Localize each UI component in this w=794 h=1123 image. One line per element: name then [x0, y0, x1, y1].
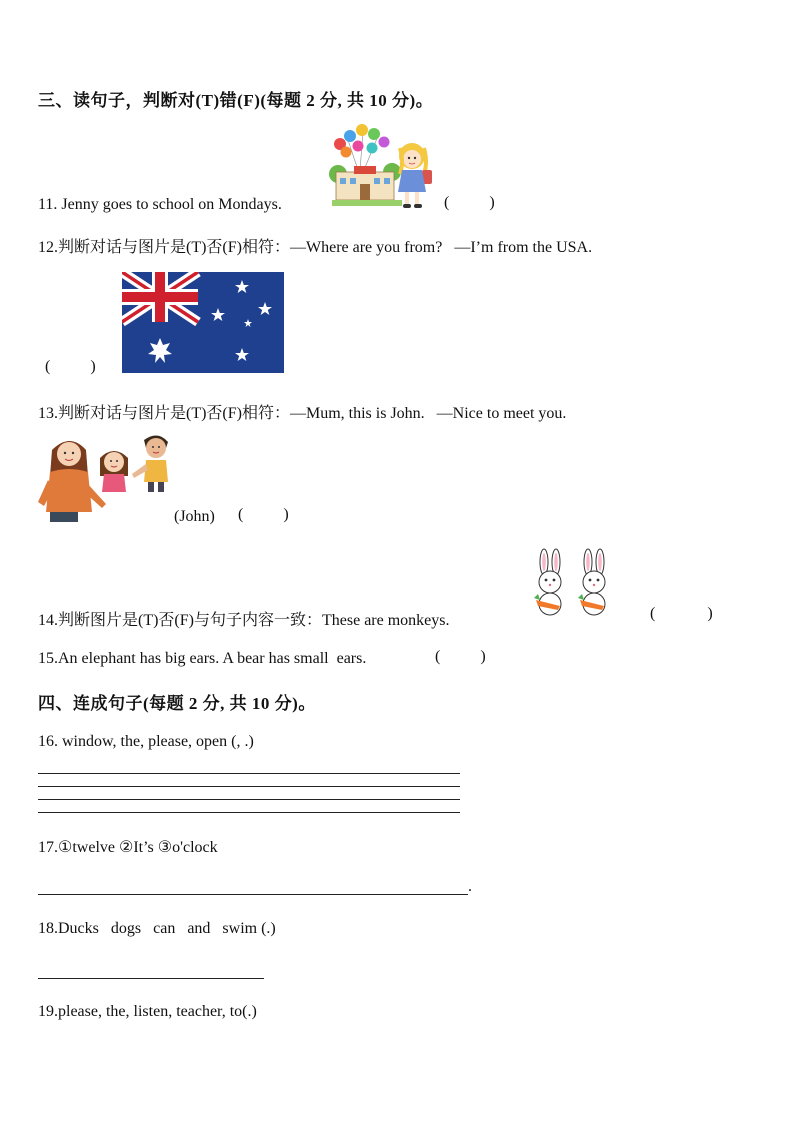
- section3-title: 三、读句子，判断对(T)错(F)(每题 2 分, 共 10 分)。: [38, 91, 434, 110]
- question-12: 12.判断对话与图片是(T)否(F)相符：—Where are you from? —I’m from the USA.: [38, 239, 593, 256]
- section4-title: 四、连成句子(每题 2 分, 共 10 分)。: [38, 694, 316, 713]
- end-period-17: .: [468, 878, 472, 895]
- question-17: 17.①twelve ②It’s ③o'clock: [38, 839, 218, 856]
- rabbits-image: [530, 548, 622, 618]
- writing-line[interactable]: [38, 812, 460, 813]
- john-label: (John): [174, 508, 215, 525]
- answer-parentheses-12[interactable]: ( ): [45, 358, 96, 375]
- answer-line-18[interactable]: [38, 978, 264, 979]
- question-13: 13.判断对话与图片是(T)否(F)相符：—Mum, this is John. —Nice to meet you.: [38, 405, 567, 422]
- writing-line[interactable]: [38, 799, 460, 800]
- family-image: [36, 432, 176, 524]
- answer-line-17[interactable]: [38, 894, 468, 895]
- question-11: 11. Jenny goes to school on Mondays.: [38, 196, 282, 213]
- answer-parentheses-15[interactable]: ( ): [435, 648, 486, 665]
- question-19: 19.please, the, listen, teacher, to(.): [38, 1003, 257, 1020]
- australian-flag-image: [122, 272, 284, 373]
- question-16: 16. window, the, please, open (, .): [38, 733, 254, 750]
- question-18: 18.Ducks dogs can and swim (.): [38, 920, 276, 937]
- answer-parentheses-13[interactable]: ( ): [238, 506, 289, 523]
- writing-line[interactable]: [38, 773, 460, 774]
- question-15: 15.An elephant has big ears. A bear has small ears.: [38, 650, 367, 667]
- writing-line[interactable]: [38, 786, 460, 787]
- answer-parentheses-14[interactable]: ( ): [650, 605, 713, 622]
- answer-parentheses-11[interactable]: ( ): [444, 194, 495, 211]
- school-girl-image: [328, 122, 436, 214]
- question-14: 14.判断图片是(T)否(F)与句子内容一致：These are monkeys.: [38, 612, 450, 629]
